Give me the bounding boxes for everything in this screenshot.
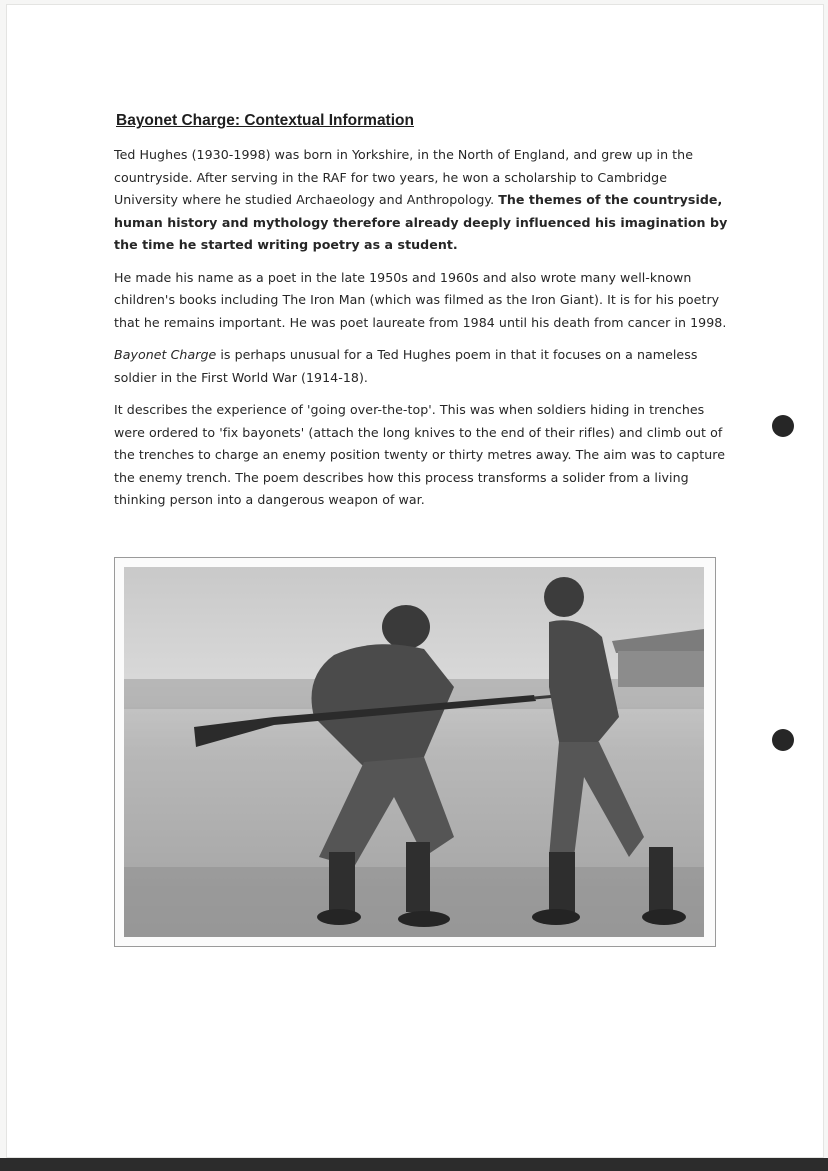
document-body	[114, 112, 734, 522]
paragraph-context: It describes the experience of 'going over-the-top'. This was when soldiers hiding in trenches were ordered to 'fix bayonets' (attach the long knives to the end of their rifles) and climb out of the trenches to charge an enemy position twenty or thirty metres away. The aim was to capture the enemy trench. The poem describes how this process transforms a solider from a living thinking person into a dangerous weapon of war.	[114, 402, 726, 507]
paragraph-career: He made his name as a poet in the late 1950s and 1960s and also wrote many well-known children's books including The Iron Man (which was filmed as the Iron Giant). It is for his poetry that he remains important. He was poet laureate from 1984 until his death from cancer in 1998.	[114, 269, 727, 330]
punch-hole	[772, 415, 794, 437]
page-title: Bayonet Charge: Contextual Information	[116, 112, 414, 129]
paragraph-poem-intro	[114, 344, 734, 389]
poem-title: Bayonet Charge	[114, 347, 217, 362]
photo-frame	[114, 557, 716, 947]
paragraph-text: Ted Hughes (1930-1998) was born in Yorkshire, in the North of England, and grew up in the countryside. After serving in the RAF for two years, he won a scholarship to Cambridge University where he studied Archaeology and Anthropology.	[114, 147, 693, 207]
punch-hole	[772, 729, 794, 751]
paragraph-biography	[114, 144, 734, 257]
scan-edge	[0, 1158, 828, 1171]
bayonet-drill-photo	[124, 567, 704, 937]
paragraph-text: is perhaps unusual for a Ted Hughes poem in that it focuses on a nameless soldier in the First World War (1914-18).	[114, 347, 698, 385]
paragraph-emphasis: The themes of the countryside, human history and mythology therefore already deeply influenced his imagination by the time he started writing poetry as a student.	[114, 192, 728, 252]
